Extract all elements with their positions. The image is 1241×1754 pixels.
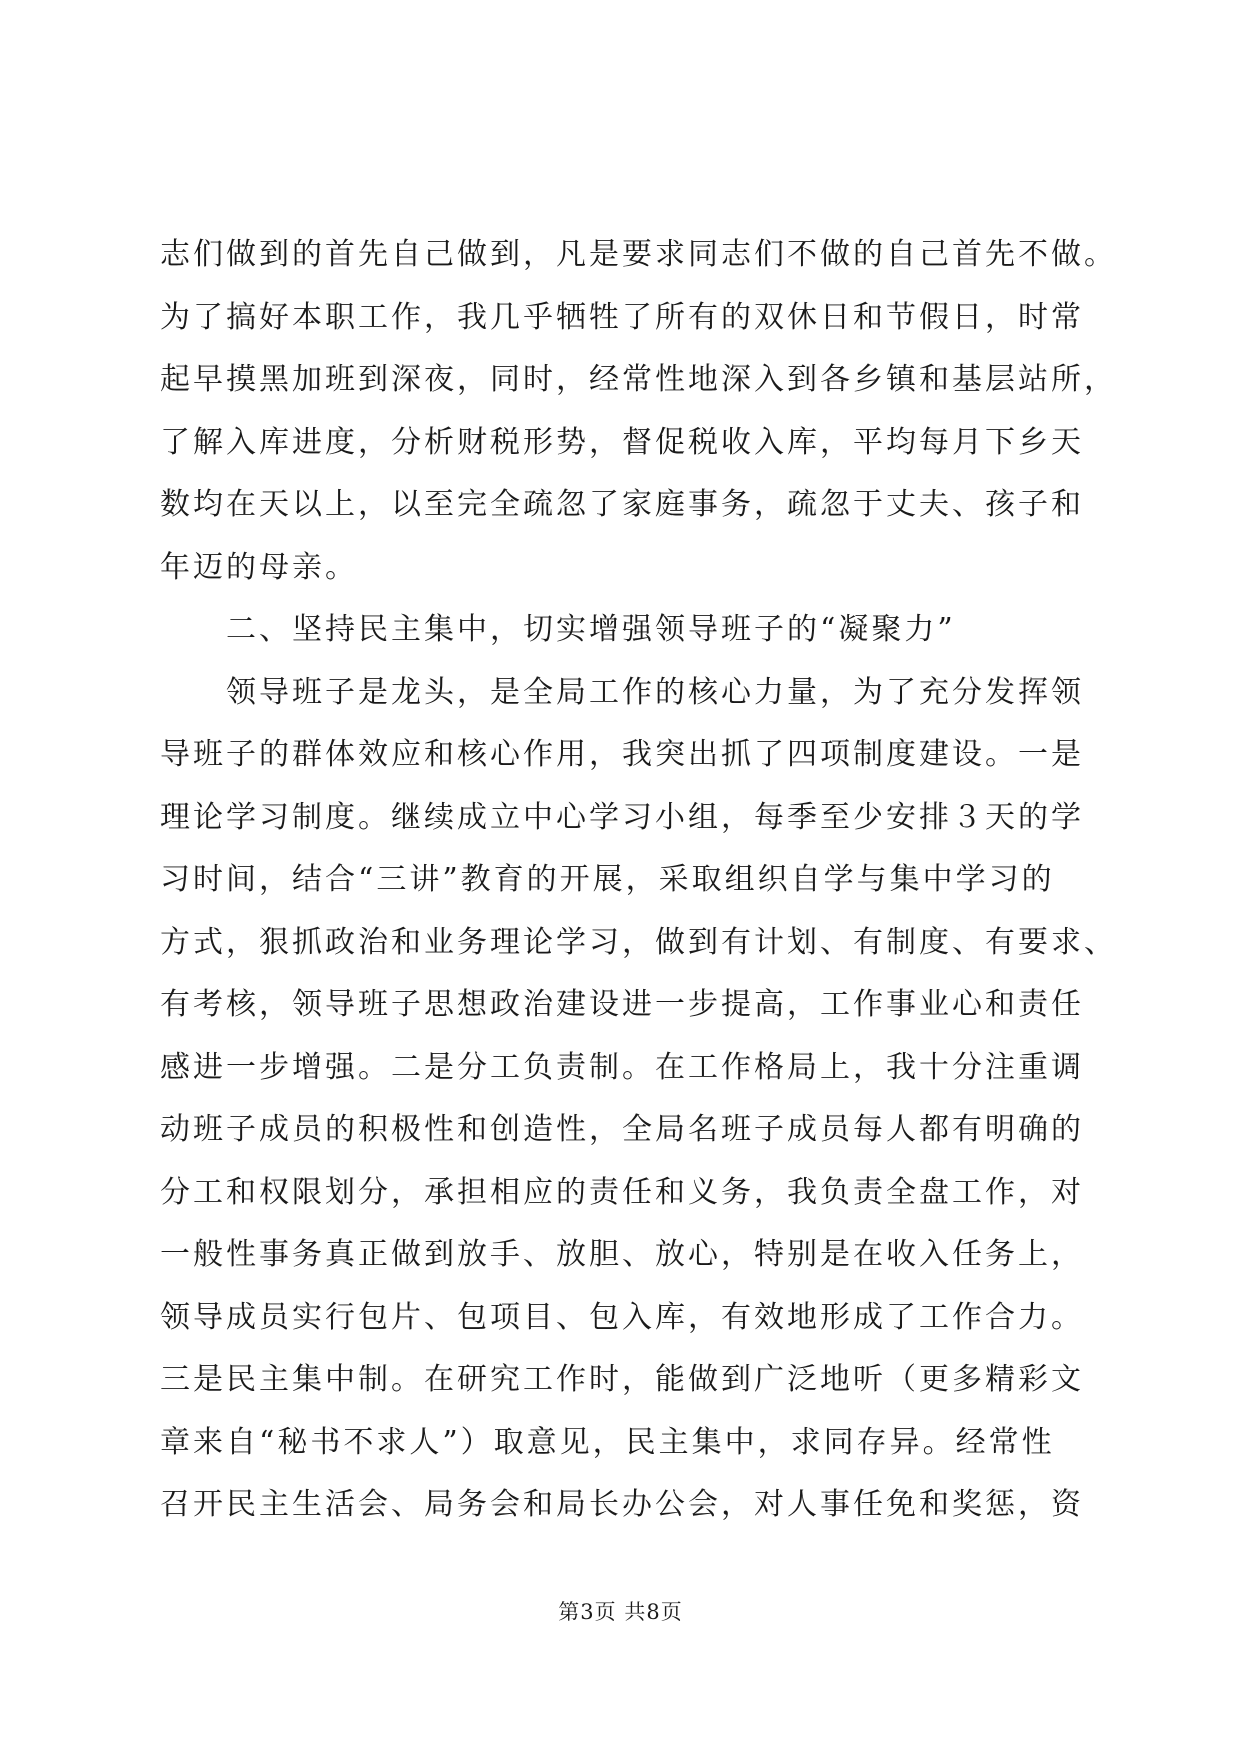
text-line: 起早摸黑加班到深夜，同时，经常性地深入到各乡镇和基层站所， bbox=[160, 362, 1117, 397]
page-footer bbox=[0, 1597, 1241, 1627]
text-line: 召开民主生活会、局务会和局长办公会，对人事任免和奖惩，资 bbox=[160, 1487, 1084, 1522]
text-line: 章来自“秘书不求人”）取意见，民主集中，求同存异。经常性 bbox=[160, 1424, 1055, 1460]
text-line: 志们做到的首先自己做到，凡是要求同志们不做的自己首先不做。 bbox=[160, 237, 1117, 272]
section-heading: 二、坚持民主集中，切实增强领导班子的“凝聚力” bbox=[160, 612, 956, 647]
text-line: 为了搞好本职工作，我几乎牺牲了所有的双休日和节假日，时常 bbox=[160, 299, 1084, 335]
document-body bbox=[160, 224, 1120, 1537]
text-line: 数均在天以上，以至完全疏忽了家庭事务，疏忽于丈夫、孩子和 bbox=[160, 487, 1084, 522]
text-line: 动班子成员的积极性和创造性，全局名班子成员每人都有明确的 bbox=[160, 1112, 1084, 1147]
text-line: 理论学习制度。继续成立中心学习小组，每季至少安排３天的学 bbox=[160, 799, 1084, 835]
text-line: 了解入库进度，分析财税形势，督促税收入库，平均每月下乡天 bbox=[160, 424, 1084, 460]
text-line: 有考核，领导班子思想政治建设进一步提高，工作事业心和责任 bbox=[160, 987, 1084, 1022]
text-line: 习时间，结合“三讲”教育的开展，采取组织自学与集中学习的 bbox=[160, 862, 1055, 897]
text-line: 领导成员实行包片、包项目、包入库，有效地形成了工作合力。 bbox=[160, 1299, 1084, 1335]
text-line: 三是民主集中制。在研究工作时，能做到广泛地听（更多精彩文 bbox=[160, 1362, 1084, 1397]
text-line: 领导班子是龙头，是全局工作的核心力量，为了充分发挥领 bbox=[160, 674, 1084, 710]
text-line: 导班子的群体效应和核心作用，我突出抓了四项制度建设。一是 bbox=[160, 737, 1084, 772]
text-line: 方式，狠抓政治和业务理论学习，做到有计划、有制度、有要求、 bbox=[160, 924, 1117, 960]
text-line: 分工和权限划分，承担相应的责任和义务，我负责全盘工作，对 bbox=[160, 1174, 1084, 1210]
text-line: 感进一步增强。二是分工负责制。在工作格局上，我十分注重调 bbox=[160, 1049, 1084, 1085]
text-line: 年迈的母亲。 bbox=[160, 549, 358, 585]
page-number: 第3页 共8页 bbox=[558, 1600, 683, 1624]
text-line: 一般性事务真正做到放手、放胆、放心，特别是在收入任务上， bbox=[160, 1237, 1084, 1272]
